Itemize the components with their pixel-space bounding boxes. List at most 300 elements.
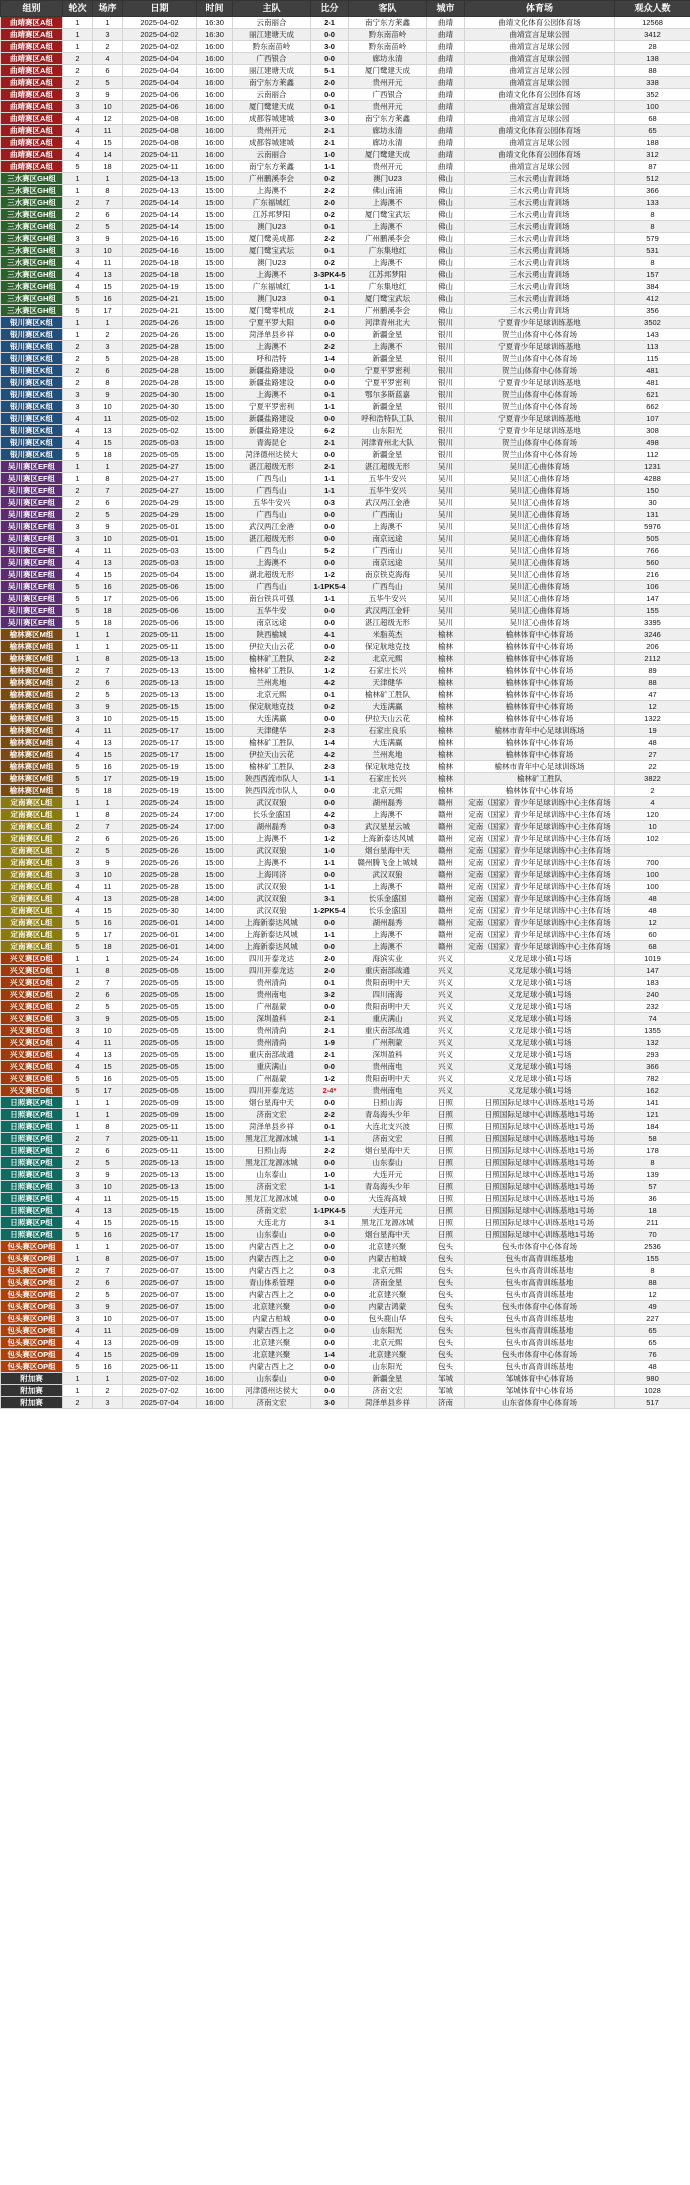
round-cell: 4 <box>63 125 93 137</box>
table-row <box>1 425 690 437</box>
stadium-cell: 义龙足球小镇1号场 <box>465 989 615 1001</box>
date-cell: 2025-05-11 <box>123 629 197 641</box>
city-cell: 曲靖 <box>427 125 465 137</box>
group-cell: 包头赛区OP组 <box>1 1361 63 1373</box>
score-cell: 0-0 <box>311 617 349 629</box>
time-cell: 15:00 <box>197 377 233 389</box>
match-no-cell: 1 <box>93 1109 123 1121</box>
round-cell: 3 <box>63 89 93 101</box>
time-cell: 14:00 <box>197 905 233 917</box>
stadium-cell: 定南（国家）青少年足球训练中心主体育场 <box>465 833 615 845</box>
round-cell: 2 <box>63 845 93 857</box>
home-team-cell: 云南丽合 <box>233 149 311 161</box>
round-cell: 4 <box>63 1061 93 1073</box>
home-team-cell: 丽江建塘天成 <box>233 29 311 41</box>
time-cell: 16:00 <box>197 41 233 53</box>
score-cell: 0-3 <box>311 821 349 833</box>
city-cell: 赣州 <box>427 905 465 917</box>
away-team-cell: 重庆南部战通 <box>349 1025 427 1037</box>
attendance-cell: 88 <box>615 677 690 689</box>
match-no-cell: 18 <box>93 449 123 461</box>
stadium-cell: 榆林体育中心体育场 <box>465 677 615 689</box>
round-cell: 4 <box>63 1217 93 1229</box>
city-cell: 曲靖 <box>427 53 465 65</box>
city-cell: 赣州 <box>427 869 465 881</box>
away-team-cell: 包头鹿山华 <box>349 1313 427 1325</box>
match-no-cell: 6 <box>93 989 123 1001</box>
match-no-cell: 3 <box>93 341 123 353</box>
time-cell: 16:00 <box>197 53 233 65</box>
round-cell: 2 <box>63 53 93 65</box>
date-cell: 2025-05-15 <box>123 1205 197 1217</box>
match-no-cell: 2 <box>93 41 123 53</box>
table-row <box>1 449 690 461</box>
match-no-cell: 17 <box>93 929 123 941</box>
stadium-cell: 日照国际足球中心训练基地1号场 <box>465 1121 615 1133</box>
city-cell: 赣州 <box>427 857 465 869</box>
table-row <box>1 1145 690 1157</box>
date-cell: 2025-05-03 <box>123 437 197 449</box>
date-cell: 2025-05-13 <box>123 665 197 677</box>
date-cell: 2025-05-02 <box>123 425 197 437</box>
stadium-cell: 义龙足球小镇1号场 <box>465 1049 615 1061</box>
table-row <box>1 305 690 317</box>
round-cell: 5 <box>63 581 93 593</box>
group-cell: 银川赛区K组 <box>1 317 63 329</box>
date-cell: 2025-05-17 <box>123 1229 197 1241</box>
time-cell: 15:00 <box>197 1097 233 1109</box>
group-cell: 包头赛区OP组 <box>1 1253 63 1265</box>
round-cell: 2 <box>63 1289 93 1301</box>
group-cell: 银川赛区K组 <box>1 341 63 353</box>
match-no-cell: 15 <box>93 569 123 581</box>
group-cell: 兴义赛区D组 <box>1 953 63 965</box>
match-no-cell: 13 <box>93 1337 123 1349</box>
date-cell: 2025-04-02 <box>123 41 197 53</box>
group-cell: 吴川赛区EF组 <box>1 617 63 629</box>
date-cell: 2025-04-08 <box>123 113 197 125</box>
city-cell: 赣州 <box>427 941 465 953</box>
match-no-cell: 16 <box>93 917 123 929</box>
away-team-cell: 贵州南电 <box>349 1085 427 1097</box>
score-cell: 0-0 <box>311 1373 349 1385</box>
attendance-cell: 216 <box>615 569 690 581</box>
round-cell: 2 <box>63 209 93 221</box>
home-team-cell: 伊拉天山云花 <box>233 749 311 761</box>
city-cell: 曲靖 <box>427 149 465 161</box>
home-team-cell: 武汉双狼 <box>233 845 311 857</box>
attendance-cell: 87 <box>615 161 690 173</box>
round-cell: 3 <box>63 713 93 725</box>
city-cell: 银川 <box>427 317 465 329</box>
group-cell: 附加赛 <box>1 1397 63 1409</box>
time-cell: 14:00 <box>197 929 233 941</box>
date-cell: 2025-04-28 <box>123 365 197 377</box>
table-row <box>1 17 690 29</box>
date-cell: 2025-05-30 <box>123 905 197 917</box>
score-cell: 0-0 <box>311 413 349 425</box>
group-cell: 兴义赛区D组 <box>1 1013 63 1025</box>
date-cell: 2025-06-01 <box>123 941 197 953</box>
away-team-cell: 济南金星 <box>349 1277 427 1289</box>
match-no-cell: 5 <box>93 689 123 701</box>
away-team-cell: 菏泽单县乡祥 <box>349 1397 427 1409</box>
city-cell: 曲靖 <box>427 41 465 53</box>
date-cell: 2025-04-28 <box>123 341 197 353</box>
round-cell: 2 <box>63 677 93 689</box>
group-cell: 曲靖赛区A组 <box>1 29 63 41</box>
time-cell: 15:00 <box>197 1325 233 1337</box>
score-cell: 0-0 <box>311 1229 349 1241</box>
table-row <box>1 665 690 677</box>
col-score: 比分 <box>311 1 349 17</box>
time-cell: 16:30 <box>197 29 233 41</box>
time-cell: 15:00 <box>197 1037 233 1049</box>
city-cell: 银川 <box>427 341 465 353</box>
stadium-cell: 曲靖宣言足球公园 <box>465 113 615 125</box>
group-cell: 三水赛区GH组 <box>1 245 63 257</box>
date-cell: 2025-06-07 <box>123 1241 197 1253</box>
group-cell: 日照赛区P组 <box>1 1145 63 1157</box>
group-cell: 吴川赛区EF组 <box>1 485 63 497</box>
score-cell: 2-1 <box>311 1025 349 1037</box>
stadium-cell: 吴川汇心曲体育场 <box>465 569 615 581</box>
group-cell: 吴川赛区EF组 <box>1 581 63 593</box>
away-team-cell: 贵阳南明中天 <box>349 1073 427 1085</box>
round-cell: 1 <box>63 461 93 473</box>
city-cell: 银川 <box>427 389 465 401</box>
time-cell: 16:00 <box>197 953 233 965</box>
date-cell: 2025-05-11 <box>123 1133 197 1145</box>
group-cell: 兴义赛区D组 <box>1 989 63 1001</box>
away-team-cell: 五华牛安兴 <box>349 593 427 605</box>
city-cell: 佛山 <box>427 209 465 221</box>
attendance-cell: 48 <box>615 1361 690 1373</box>
round-cell: 1 <box>63 965 93 977</box>
stadium-cell: 日照国际足球中心训练基地1号场 <box>465 1157 615 1169</box>
group-cell: 三水赛区GH组 <box>1 257 63 269</box>
attendance-cell: 700 <box>615 857 690 869</box>
score-cell: 2-1 <box>311 17 349 29</box>
date-cell: 2025-05-05 <box>123 1013 197 1025</box>
match-no-cell: 9 <box>93 1301 123 1313</box>
round-cell: 3 <box>63 1313 93 1325</box>
stadium-cell: 榆林体育中心体育场 <box>465 713 615 725</box>
table-row <box>1 761 690 773</box>
match-no-cell: 17 <box>93 1085 123 1097</box>
home-team-cell: 湛江超级无形 <box>233 461 311 473</box>
group-cell: 吴川赛区EF组 <box>1 509 63 521</box>
city-cell: 榆林 <box>427 749 465 761</box>
date-cell: 2025-05-26 <box>123 845 197 857</box>
score-cell: 1-0 <box>311 1169 349 1181</box>
city-cell: 榆林 <box>427 689 465 701</box>
time-cell: 15:00 <box>197 1289 233 1301</box>
group-cell: 榆林赛区M组 <box>1 749 63 761</box>
stadium-cell: 定南（国家）青少年足球训练中心主体育场 <box>465 797 615 809</box>
stadium-cell: 榆林体育中心体育场 <box>465 653 615 665</box>
home-team-cell: 澳门U23 <box>233 257 311 269</box>
group-cell: 兴义赛区D组 <box>1 977 63 989</box>
away-team-cell: 河津青州北大 <box>349 317 427 329</box>
group-cell: 包头赛区OP组 <box>1 1241 63 1253</box>
stadium-cell: 榆林体育中心体育场 <box>465 641 615 653</box>
city-cell: 包头 <box>427 1301 465 1313</box>
city-cell: 吴川 <box>427 533 465 545</box>
stadium-cell: 义龙足球小镇1号场 <box>465 1061 615 1073</box>
group-cell: 兴义赛区D组 <box>1 965 63 977</box>
group-cell: 日照赛区P组 <box>1 1133 63 1145</box>
time-cell: 15:00 <box>197 557 233 569</box>
date-cell: 2025-05-05 <box>123 1049 197 1061</box>
away-team-cell: 新疆金星 <box>349 401 427 413</box>
date-cell: 2025-04-21 <box>123 293 197 305</box>
home-team-cell: 广西鸟山 <box>233 485 311 497</box>
match-no-cell: 16 <box>93 1229 123 1241</box>
stadium-cell: 吴川汇心曲体育场 <box>465 605 615 617</box>
attendance-cell: 155 <box>615 1253 690 1265</box>
score-cell: 0-1 <box>311 245 349 257</box>
match-no-cell: 18 <box>93 941 123 953</box>
attendance-cell: 143 <box>615 329 690 341</box>
round-cell: 3 <box>63 233 93 245</box>
round-cell: 1 <box>63 1109 93 1121</box>
score-cell: 2-0 <box>311 965 349 977</box>
table-row <box>1 1385 690 1397</box>
date-cell: 2025-05-11 <box>123 1121 197 1133</box>
date-cell: 2025-06-09 <box>123 1349 197 1361</box>
home-team-cell: 厦门鹭建天成 <box>233 101 311 113</box>
group-cell: 银川赛区K组 <box>1 329 63 341</box>
score-cell: 2-1 <box>311 437 349 449</box>
score-cell: 0-3 <box>311 497 349 509</box>
score-cell: 1-1 <box>311 161 349 173</box>
stadium-cell: 贺兰山体育中心体育场 <box>465 449 615 461</box>
table-row <box>1 881 690 893</box>
group-cell: 曲靖赛区A组 <box>1 113 63 125</box>
date-cell: 2025-05-04 <box>123 569 197 581</box>
time-cell: 15:00 <box>197 665 233 677</box>
date-cell: 2025-07-04 <box>123 1397 197 1409</box>
city-cell: 邹城 <box>427 1373 465 1385</box>
city-cell: 榆林 <box>427 773 465 785</box>
round-cell: 4 <box>63 437 93 449</box>
attendance-cell: 147 <box>615 965 690 977</box>
table-row <box>1 137 690 149</box>
table-row <box>1 185 690 197</box>
city-cell: 榆林 <box>427 653 465 665</box>
round-cell: 4 <box>63 881 93 893</box>
city-cell: 榆林 <box>427 701 465 713</box>
round-cell: 4 <box>63 269 93 281</box>
home-team-cell: 北京建兴聚 <box>233 1301 311 1313</box>
away-team-cell: 武汉两江金轩 <box>349 605 427 617</box>
home-team-cell: 贵州清尚 <box>233 1037 311 1049</box>
stadium-cell: 三水云勇山青训场 <box>465 209 615 221</box>
time-cell: 16:00 <box>197 149 233 161</box>
group-cell: 曲靖赛区A组 <box>1 41 63 53</box>
group-cell: 榆林赛区M组 <box>1 725 63 737</box>
stadium-cell: 宁夏青少年足球训练基地 <box>465 317 615 329</box>
round-cell: 2 <box>63 1265 93 1277</box>
stadium-cell: 包头市高青训练基地 <box>465 1313 615 1325</box>
time-cell: 15:00 <box>197 1337 233 1349</box>
city-cell: 佛山 <box>427 245 465 257</box>
date-cell: 2025-05-09 <box>123 1097 197 1109</box>
time-cell: 15:00 <box>197 1241 233 1253</box>
round-cell: 1 <box>63 317 93 329</box>
group-cell: 银川赛区K组 <box>1 401 63 413</box>
date-cell: 2025-05-13 <box>123 677 197 689</box>
round-cell: 1 <box>63 1097 93 1109</box>
match-no-cell: 15 <box>93 749 123 761</box>
city-cell: 兴义 <box>427 965 465 977</box>
away-team-cell: 兰州兆地 <box>349 749 427 761</box>
home-team-cell: 澳门U23 <box>233 293 311 305</box>
attendance-cell: 481 <box>615 365 690 377</box>
home-team-cell: 菏泽德州达侯大 <box>233 449 311 461</box>
city-cell: 佛山 <box>427 185 465 197</box>
table-row <box>1 557 690 569</box>
home-team-cell: 四川开泰龙达 <box>233 953 311 965</box>
home-team-cell: 贵州清尚 <box>233 977 311 989</box>
score-cell: 1-4 <box>311 1349 349 1361</box>
round-cell: 2 <box>63 665 93 677</box>
match-no-cell: 15 <box>93 437 123 449</box>
match-no-cell: 7 <box>93 485 123 497</box>
date-cell: 2025-04-16 <box>123 245 197 257</box>
stadium-cell: 定南（国家）青少年足球训练中心主体育场 <box>465 881 615 893</box>
match-no-cell: 8 <box>93 377 123 389</box>
group-cell: 曲靖赛区A组 <box>1 89 63 101</box>
time-cell: 15:00 <box>197 1157 233 1169</box>
round-cell: 3 <box>63 101 93 113</box>
away-team-cell: 武汉两江金港 <box>349 497 427 509</box>
date-cell: 2025-06-07 <box>123 1265 197 1277</box>
stadium-cell: 包头市高青训练基地 <box>465 1277 615 1289</box>
away-team-cell: 广西南山 <box>349 509 427 521</box>
group-cell: 定南赛区L组 <box>1 869 63 881</box>
date-cell: 2025-04-08 <box>123 125 197 137</box>
home-team-cell: 武汉双狼 <box>233 905 311 917</box>
match-no-cell: 13 <box>93 557 123 569</box>
round-cell: 5 <box>63 761 93 773</box>
table-row <box>1 689 690 701</box>
table-body <box>1 17 690 1409</box>
group-cell: 曲靖赛区A组 <box>1 53 63 65</box>
score-cell: 0-0 <box>311 1313 349 1325</box>
round-cell: 1 <box>63 1241 93 1253</box>
attendance-cell: 232 <box>615 1001 690 1013</box>
city-cell: 吴川 <box>427 557 465 569</box>
stadium-cell: 宁夏青少年足球训练基地 <box>465 425 615 437</box>
round-cell: 5 <box>63 605 93 617</box>
attendance-cell: 150 <box>615 485 690 497</box>
round-cell: 5 <box>63 1229 93 1241</box>
group-cell: 包头赛区OP组 <box>1 1349 63 1361</box>
match-no-cell: 11 <box>93 413 123 425</box>
date-cell: 2025-05-06 <box>123 593 197 605</box>
time-cell: 15:00 <box>197 761 233 773</box>
match-no-cell: 5 <box>93 1157 123 1169</box>
round-cell: 5 <box>63 449 93 461</box>
away-team-cell: 济南文宏 <box>349 1133 427 1145</box>
round-cell: 2 <box>63 65 93 77</box>
round-cell: 3 <box>63 869 93 881</box>
score-cell: 0-0 <box>311 329 349 341</box>
home-team-cell: 宁夏平罗密利 <box>233 401 311 413</box>
away-team-cell: 北京元熙 <box>349 785 427 797</box>
attendance-cell: 100 <box>615 869 690 881</box>
city-cell: 日照 <box>427 1157 465 1169</box>
attendance-cell: 12 <box>615 917 690 929</box>
attendance-cell: 120 <box>615 809 690 821</box>
group-cell: 附加赛 <box>1 1373 63 1385</box>
away-team-cell: 大连满赢 <box>349 737 427 749</box>
away-team-cell: 贵州开元 <box>349 161 427 173</box>
attendance-cell: 206 <box>615 641 690 653</box>
time-cell: 15:00 <box>197 353 233 365</box>
match-no-cell: 8 <box>93 965 123 977</box>
city-cell: 银川 <box>427 365 465 377</box>
home-team-cell: 厦门鹭宝武坛 <box>233 245 311 257</box>
away-team-cell: 青岛海头少年 <box>349 1181 427 1193</box>
table-row <box>1 953 690 965</box>
round-cell: 2 <box>63 1397 93 1409</box>
stadium-cell: 义龙足球小镇1号场 <box>465 1037 615 1049</box>
round-cell: 2 <box>63 341 93 353</box>
table-row <box>1 149 690 161</box>
score-cell: 0-0 <box>311 1361 349 1373</box>
stadium-cell: 日照国际足球中心训练基地1号场 <box>465 1109 615 1121</box>
attendance-cell: 100 <box>615 881 690 893</box>
score-cell: 0-0 <box>311 53 349 65</box>
home-team-cell: 陕西榆城 <box>233 629 311 641</box>
time-cell: 14:00 <box>197 941 233 953</box>
group-cell: 榆林赛区M组 <box>1 737 63 749</box>
away-team-cell: 厦门鹭建天成 <box>349 149 427 161</box>
attendance-cell: 12568 <box>615 17 690 29</box>
home-team-cell: 济南文宏 <box>233 1205 311 1217</box>
home-team-cell: 广西鸟山 <box>233 473 311 485</box>
away-team-cell: 黑龙江龙源冰城 <box>349 1217 427 1229</box>
away-team-cell: 厦门鹭宝武坛 <box>349 293 427 305</box>
table-row <box>1 1253 690 1265</box>
city-cell: 兴义 <box>427 977 465 989</box>
time-cell: 15:00 <box>197 545 233 557</box>
attendance-cell: 74 <box>615 1013 690 1025</box>
score-cell: 3-0 <box>311 113 349 125</box>
time-cell: 15:00 <box>197 1013 233 1025</box>
home-team-cell: 云南丽合 <box>233 89 311 101</box>
away-team-cell: 广州荆蒙 <box>349 1037 427 1049</box>
attendance-cell: 178 <box>615 1145 690 1157</box>
match-no-cell: 13 <box>93 893 123 905</box>
table-row <box>1 1397 690 1409</box>
city-cell: 兴义 <box>427 1085 465 1097</box>
home-team-cell: 保定航地克技 <box>233 701 311 713</box>
attendance-cell: 115 <box>615 353 690 365</box>
date-cell: 2025-05-19 <box>123 761 197 773</box>
date-cell: 2025-05-05 <box>123 449 197 461</box>
score-cell: 0-0 <box>311 1097 349 1109</box>
away-team-cell: 南宁东方莱鑫 <box>349 113 427 125</box>
home-team-cell: 澳门U23 <box>233 221 311 233</box>
table-row <box>1 893 690 905</box>
table-row <box>1 617 690 629</box>
city-cell: 包头 <box>427 1313 465 1325</box>
group-cell: 日照赛区P组 <box>1 1109 63 1121</box>
